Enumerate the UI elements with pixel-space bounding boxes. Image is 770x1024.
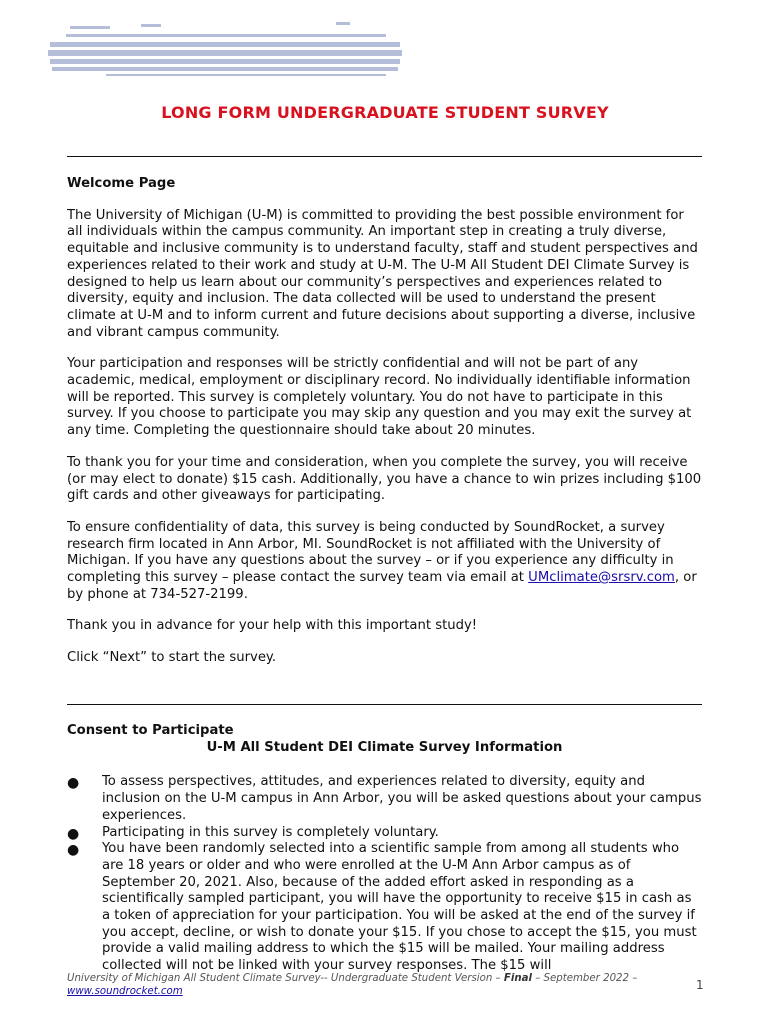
bullet-icon: ● <box>67 825 80 842</box>
consent-section <box>67 723 702 975</box>
document-title: LONG FORM UNDERGRADUATE STUDENT SURVEY <box>161 103 609 122</box>
welcome-heading: Welcome Page <box>67 176 176 191</box>
bullet-icon: ● <box>67 842 80 859</box>
bullet-text: You have been randomly selected into a scientific sample from among all students who are 18 years or older and who were enrolled at the U-M Ann Arbor campus as of September 20, 2021. Also, because of the added effort asked in responding as a scientifically sampled participant, you will have the opportunity to receive $15 in cash as a token of appreciation for your participation. You will be asked at the end of the survey if you accept, decline, or wish to donate your $15. If you chose to accept the $15, you must provide a valid mailing address to which the $15 will be mailed. Your mailing address collected will not be linked with your survey responses. The $15 will <box>102 841 697 974</box>
consent-bullet-list <box>67 774 702 974</box>
welcome-paragraph-3: To thank you for your time and consideration, when you complete the survey, you will receive (or may elect to donate) $15 cash. Additionally, you have a chance to win prizes including $100 gift cards and other giveaways for participating. <box>67 454 702 504</box>
list-item <box>67 841 702 975</box>
consent-heading: Consent to Participate <box>67 723 234 738</box>
divider <box>67 704 702 705</box>
contact-phone-text: , or by phone at 734-527-2199. <box>67 570 697 602</box>
welcome-section <box>67 176 702 682</box>
welcome-paragraph-6: Click “Next” to start the survey. <box>67 650 277 666</box>
bullet-text: To assess perspectives, attitudes, and experiences related to diversity, equity and inclusion on the U-M campus in Ann Arbor, you will be asked questions about your campus experiences. <box>102 774 702 823</box>
welcome-paragraph-5: Thank you in advance for your help with this important study! <box>67 618 478 634</box>
welcome-paragraph-2: Your participation and responses will be strictly confidential and will not be part of any academic, medical, employment or disciplinary record. No individually identifiable information will be reported. This survey is completely voluntary. You do not have to participate in this survey. If you choose to participate you may skip any question and you may exit the survey at any time. Completing the questionnaire should take about 20 minutes. <box>67 356 692 439</box>
welcome-paragraph-4 <box>67 520 702 604</box>
divider <box>67 156 702 157</box>
contact-text: To ensure confidentiality of data, this survey is being conducted by SoundRocket, a survey research firm located in Ann Arbor, MI. SoundRocket is not affiliated with the University of Michigan. If you have any questions about the survey – or if you experience any difficulty in completing this survey – please contact the survey team via email at <box>67 519 674 586</box>
list-item <box>67 825 702 842</box>
page-number: 1 <box>696 978 704 992</box>
consent-subheading: U-M All Student DEI Climate Survey Information <box>206 739 563 755</box>
logo <box>46 20 402 78</box>
footer-date: – September 2022 – <box>531 973 638 984</box>
bullet-text: Participating in this survey is completely voluntary. <box>102 824 439 840</box>
bullet-icon: ● <box>67 775 80 792</box>
welcome-paragraph-1: The University of Michigan (U-M) is committed to providing the best possible environment for all individuals within the campus community. An important step in creating a truly diverse, equitable and inclusive community is to understand faculty, staff and student perspectives and experiences related to their work and study at U-M. The U-M All Student DEI Climate Survey is designed to help us learn about our community’s perspectives and experiences related to diversity, equity and inclusion. The data collected will be used to understand the present climate at U-M and to inform current and future decisions about supporting a diverse, inclusive and vibrant campus community. <box>67 207 698 340</box>
footer-final-label: Final <box>503 973 532 984</box>
page-footer <box>67 972 667 998</box>
footer-text: University of Michigan All Student Climate Survey-- Undergraduate Student Version – <box>67 973 504 984</box>
list-item <box>67 774 702 824</box>
footer-website-link[interactable]: www.soundrocket.com <box>67 986 183 997</box>
contact-email-link[interactable]: UMclimate@srsrv.com <box>528 570 675 586</box>
